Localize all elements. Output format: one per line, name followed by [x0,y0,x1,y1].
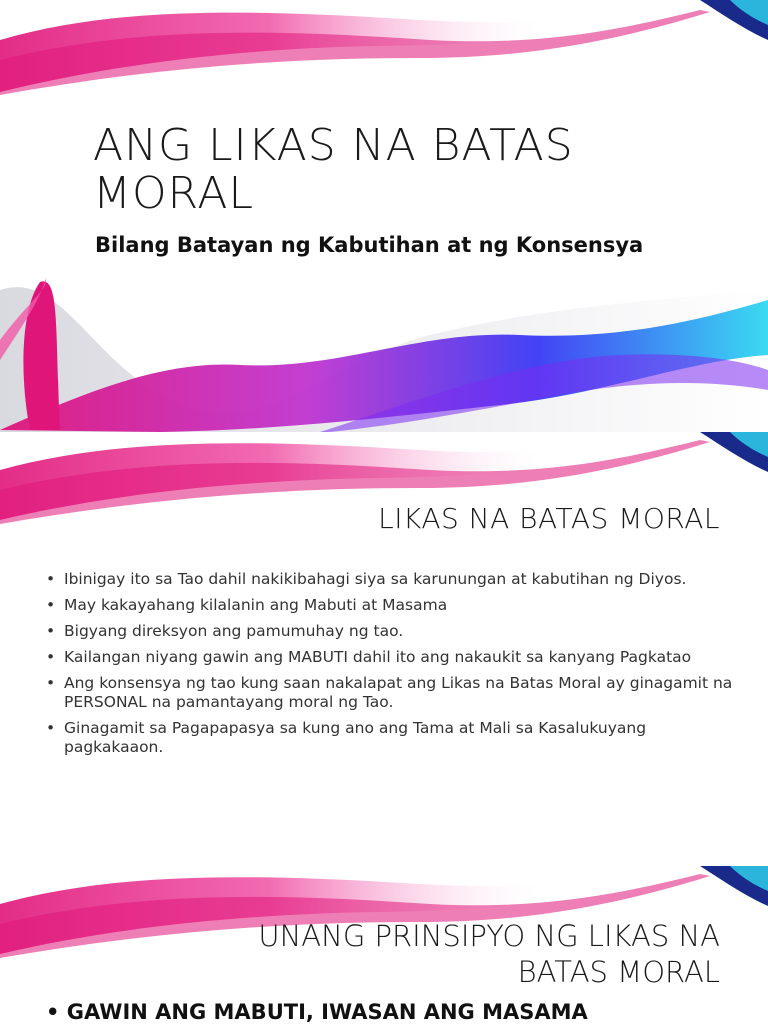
slide-heading: LIKAS NA BATAS MORAL [378,502,720,535]
bullet-dot: • [46,570,56,588]
slide-heading [160,918,720,990]
bullet-dot: • [46,719,56,737]
slide-subtitle: Bilang Batayan ng Kabutihan at ng Konsensya [95,233,644,257]
bullet-item: • Ginagamit sa Pagapapasya sa kung ano ang Tama at Mali sa Kasalukuyang pagkakaaon. [46,719,647,756]
principle-bullet: • GAWIN ANG MABUTI, IWASAN ANG MASAMA [46,1000,588,1024]
bullet-list [46,570,736,764]
bullet-item: • Ang konsensya ng tao kung saan nakalapat ang Likas na Batas Moral ay ginagamit na PERSONAL na pamantayang moral ng Tao. [46,674,733,711]
bullet-item: • Kailangan niyang gawin ang MABUTI dahil ito ang nakaukit sa kanyang Pagkatao [46,648,692,666]
slide-heading-line2: BATAS MORAL [517,955,720,989]
bullet-item: • Ibinigay ito sa Tao dahil nakikibahagi siya sa karunungan at kabutihan ng Diyos. [46,570,687,588]
bullet-dot: • [46,596,56,614]
slide-principle [0,866,768,1024]
bullet-dot: • [46,1000,60,1024]
bullet-item: • Bigyang direksyon ang pamumuhay ng tao. [46,622,404,640]
slide-content [0,432,768,866]
bullet-dot: • [46,622,56,640]
bullet-dot: • [46,674,56,692]
bullet-dot: • [46,648,56,666]
slide-title-heading: ANG LIKAS NA BATAS MORAL [93,120,574,219]
bullet-item: • May kakayahang kilalanin ang Mabuti at Masama [46,596,448,614]
slide-title [0,0,768,432]
slide-heading-line1: UNANG PRINSIPYO NG LIKAS NA [258,919,720,953]
